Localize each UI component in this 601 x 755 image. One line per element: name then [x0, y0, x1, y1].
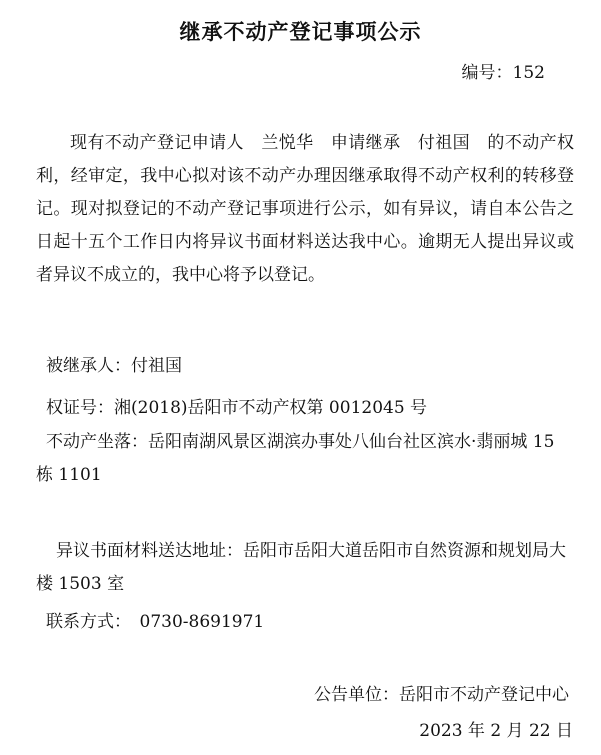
announcement-date: 2023 年 2 月 22 日 [419, 721, 573, 741]
document-title: 继承不动产登记事项公示 [179, 20, 422, 44]
announcer-field: 公告单位：岳阳市不动产登记中心 [314, 685, 569, 705]
serial-number: 编号：152 [461, 63, 545, 83]
deceased-field: 被继承人：付祖国 [46, 356, 182, 376]
certificate-number-field: 权证号：湘(2018)岳阳市不动产权第 0012045 号 [46, 398, 428, 418]
notice-paragraph: 现有不动产登记申请人 兰悦华 申请继承 付祖国 的不动产权利，经审定，我中心拟对该不动产办理因继承取得不动产权利的转移登记。现对拟登记的不动产登记事项进行公示，如有异议，请自本公告之日起十五个工作日内将异议书面材料送达我中心。逾期无人提出异议或者异议不成立的，我中心将予以登记。 [36, 133, 574, 285]
objection-address-field: 异议书面材料送达地址：岳阳市岳阳大道岳阳市自然资源和规划局大楼 1503 室 [36, 541, 566, 594]
contact-field: 联系方式： 0730-8691971 [46, 612, 265, 632]
property-location-field: 不动产坐落：岳阳南湖风景区湖滨办事处八仙台社区滨水·翡丽城 15 栋 1101 [36, 432, 555, 485]
